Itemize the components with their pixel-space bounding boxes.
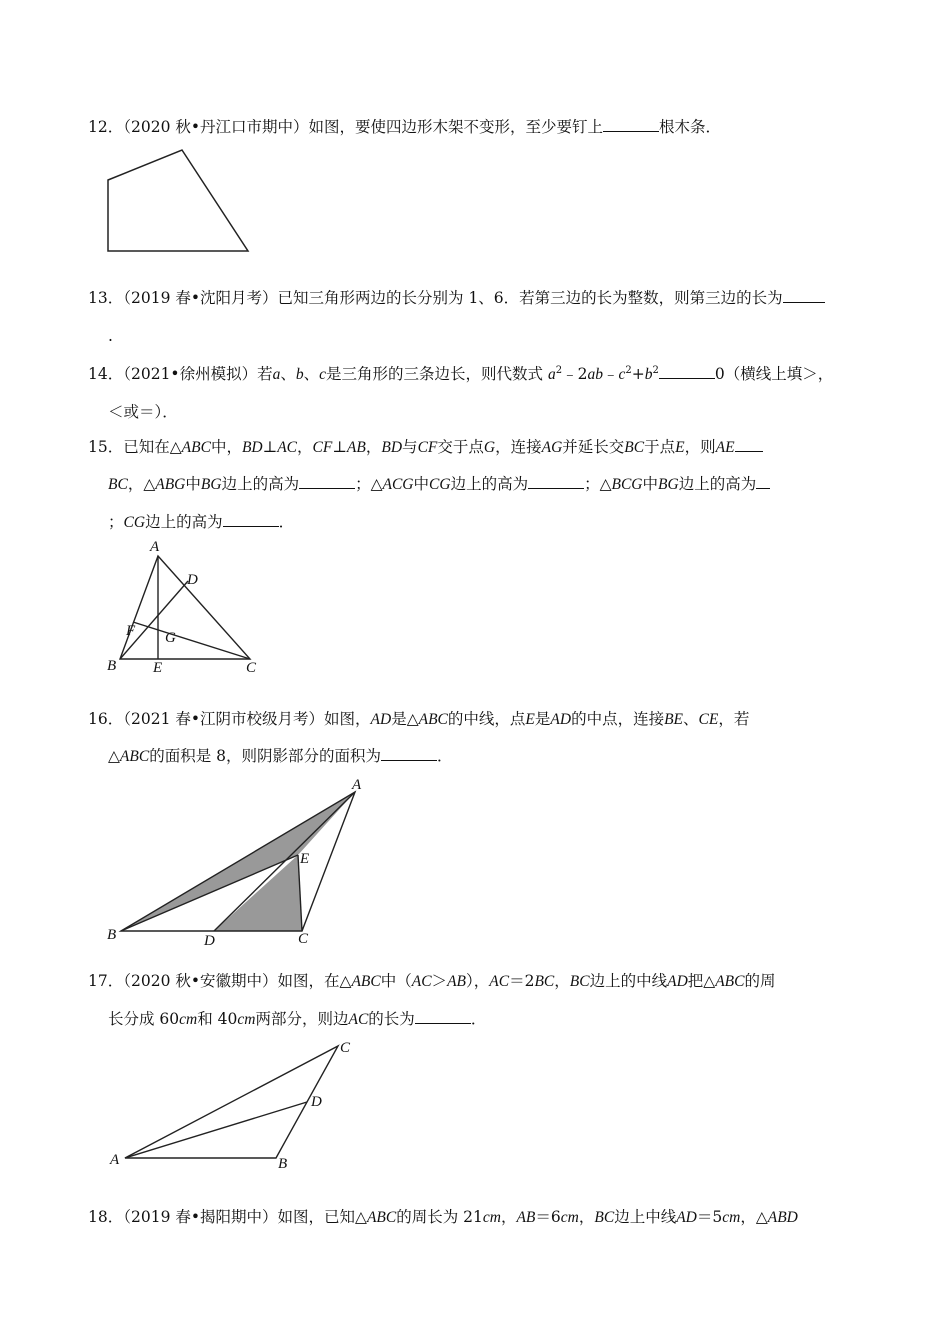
label-D: D <box>204 933 215 949</box>
label-B: B <box>278 1156 288 1172</box>
label-D: D <box>311 1094 322 1110</box>
label-A: A <box>352 777 362 793</box>
answer-blank[interactable] <box>659 364 715 379</box>
answer-blank[interactable] <box>603 117 659 132</box>
label-B: B <box>107 658 117 674</box>
label-F: F <box>126 623 136 639</box>
label-E: E <box>300 851 310 867</box>
answer-blank[interactable] <box>415 1009 471 1024</box>
answer-blank[interactable] <box>783 288 825 303</box>
answer-blank[interactable] <box>756 474 770 489</box>
q12-number: 12． <box>88 118 124 136</box>
question-13: 13．（2019 春•沈阳月考）已知三角形两边的长分别为 1、6．若第三边的长为整数，则第三边的长为 <box>88 288 825 308</box>
question-15: 15．已知在△ABC中，BD⊥AC，CF⊥AB，BD与CF交于点G，连接AG并延长交BC于点E，则AE <box>88 437 763 458</box>
question-14: 14．（2021•徐州模拟）若a、b、c是三角形的三条边长，则代数式 $a^2﹣2ab﹣c^2+b^2$ 0（横线上填＞， <box>88 364 834 383</box>
label-C: C <box>298 931 309 947</box>
q12-source: （2020 秋•丹江口市期中） <box>123 118 309 136</box>
answer-blank[interactable] <box>528 474 584 489</box>
label-C: C <box>340 1040 351 1056</box>
answer-blank[interactable] <box>381 746 437 761</box>
question-16: 16．（2021 春•江阴市校级月考）如图，AD是△ABC的中线，点E是AD的中点，连接BE、CE，若 <box>88 710 750 728</box>
answer-blank[interactable] <box>299 474 355 489</box>
answer-blank[interactable] <box>223 512 279 527</box>
label-A: A <box>150 539 160 555</box>
q17-triangle-figure <box>100 1038 370 1173</box>
question-17: 17．（2020 秋•安徽期中）如图，在△ABC中（AC＞AB），AC＝2BC，BC边上的中线AD把△ABC的周 <box>88 972 776 990</box>
answer-blank[interactable] <box>735 437 763 452</box>
label-D: D <box>187 572 198 588</box>
label-B: B <box>107 927 117 943</box>
q15-triangle-figure <box>100 538 270 678</box>
question-12: 12．（2020 秋•丹江口市期中）如图，要使四边形木架不变形，至少要钉上 根木条． <box>88 118 722 136</box>
q12-quadrilateral-figure <box>100 145 260 255</box>
question-18: 18．（2019 春•揭阳期中）如图，已知△ABC的周长为 21cm，AB＝6cm，BC边上中线AD＝5cm，△ABD <box>88 1208 798 1226</box>
label-G: G <box>165 630 176 646</box>
q16-shaded-triangle-figure <box>100 775 370 950</box>
label-E: E <box>153 660 163 676</box>
label-C: C <box>246 660 257 676</box>
label-A: A <box>110 1152 120 1168</box>
